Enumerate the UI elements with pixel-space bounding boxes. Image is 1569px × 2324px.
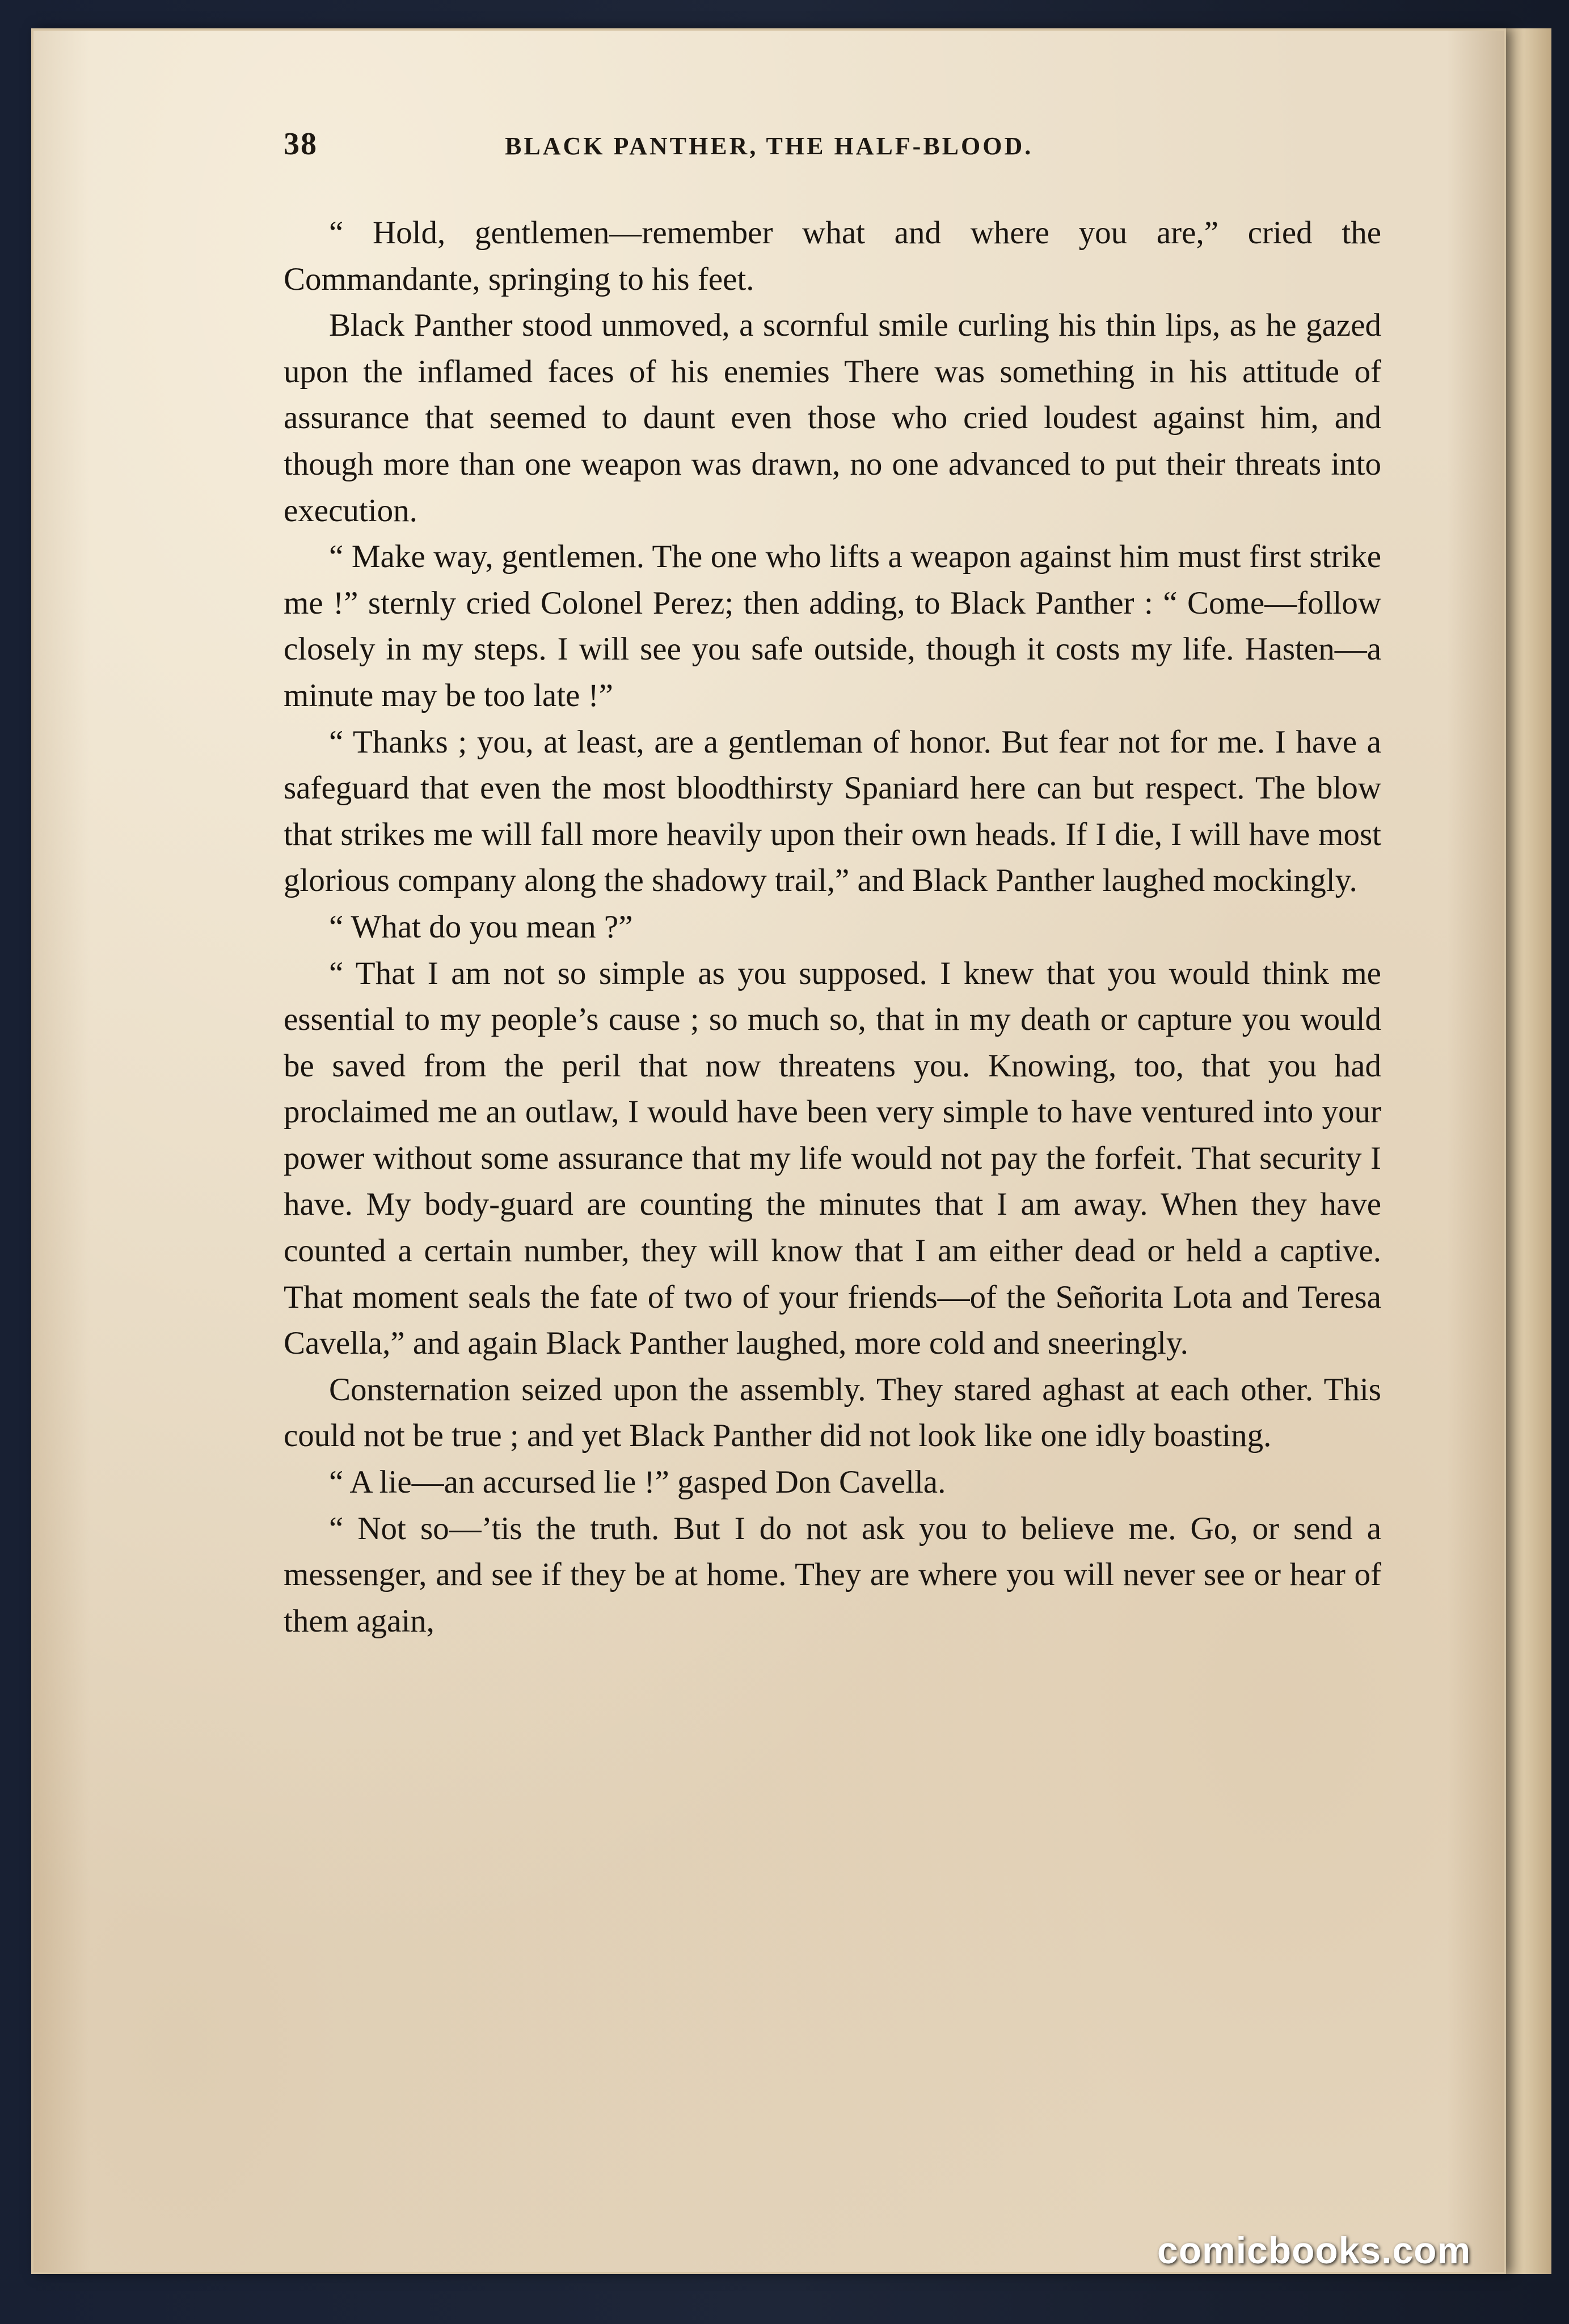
- paragraph-8: “ A lie—an accursed lie !” gasped Don Cavella.: [329, 1464, 946, 1501]
- page-edge: [1506, 28, 1551, 2274]
- paragraph-9: “ Not so—’tis the truth. But I do not ask you to believe me. Go, or send a messenger, and see if they be at home. They are where you will never see or hear of them again,: [284, 1510, 1381, 1639]
- paragraph-3: “ Make way, gentlemen. The one who lifts a weapon against him must first strike me !” sternly cried Colonel Perez; then adding, to Black Panther : “ Come—follow closely in my steps. I will see you safe outside, though it costs my life. Hasten—a minute may be too late !”: [284, 539, 1381, 713]
- page-number: 38: [284, 126, 318, 162]
- paragraph-6: “ That I am not so simple as you supposed. I knew that you would think me essential to my people’s cause ; so much so, that in my death or capture you would be saved from the peril that now threatens you. Knowing, too, that you had proclaimed me an outlaw, I would have been very simple to have ventured into your power without some assurance that my life would not pay the forfeit. That security I have. My body-guard are counting the minutes that I am away. When they have counted a certain number, they will know that I am either dead or held a captive. That moment seals the fate of two of your friends—of the Señorita Lota and Teresa Cavella,” and again Black Panther laughed, more cold and sneeringly.: [284, 955, 1381, 1362]
- paragraph-2: Black Panther stood unmoved, a scornful smile curling his thin lips, as he gazed upon the inflamed faces of his enemies There was something in his attitude of assurance that seemed to daunt even those who cried loudest against him, and though more than one weapon was drawn, no one advanced to put their threats into execution.: [284, 307, 1381, 529]
- paragraph-5: “ What do you mean ?”: [329, 909, 633, 945]
- paragraph-4: “ Thanks ; you, at least, are a gentleman of honor. But fear not for me. I have a safeguard that even the most bloodthirsty Spaniard here can but respect. The blow that strikes me will fall more heavily upon their own heads. If I die, I will have most glorious company along the shadowy trail,” and Black Panther laughed mockingly.: [284, 724, 1381, 899]
- paragraph-7: Consternation seized upon the assembly. They stared aghast at each other. This could not be true ; and yet Black Panther did not look like one idly boasting.: [284, 1371, 1381, 1454]
- paragraph-1: “ Hold, gentlemen—remember what and where you are,” cried the Commandante, springing to his feet.: [284, 215, 1381, 297]
- body-text: [284, 210, 1381, 1644]
- header-title: BLACK PANTHER, THE HALF-BLOOD.: [505, 132, 1034, 160]
- watermark: comicbooks.com: [1157, 2229, 1471, 2271]
- running-head: [284, 126, 1390, 166]
